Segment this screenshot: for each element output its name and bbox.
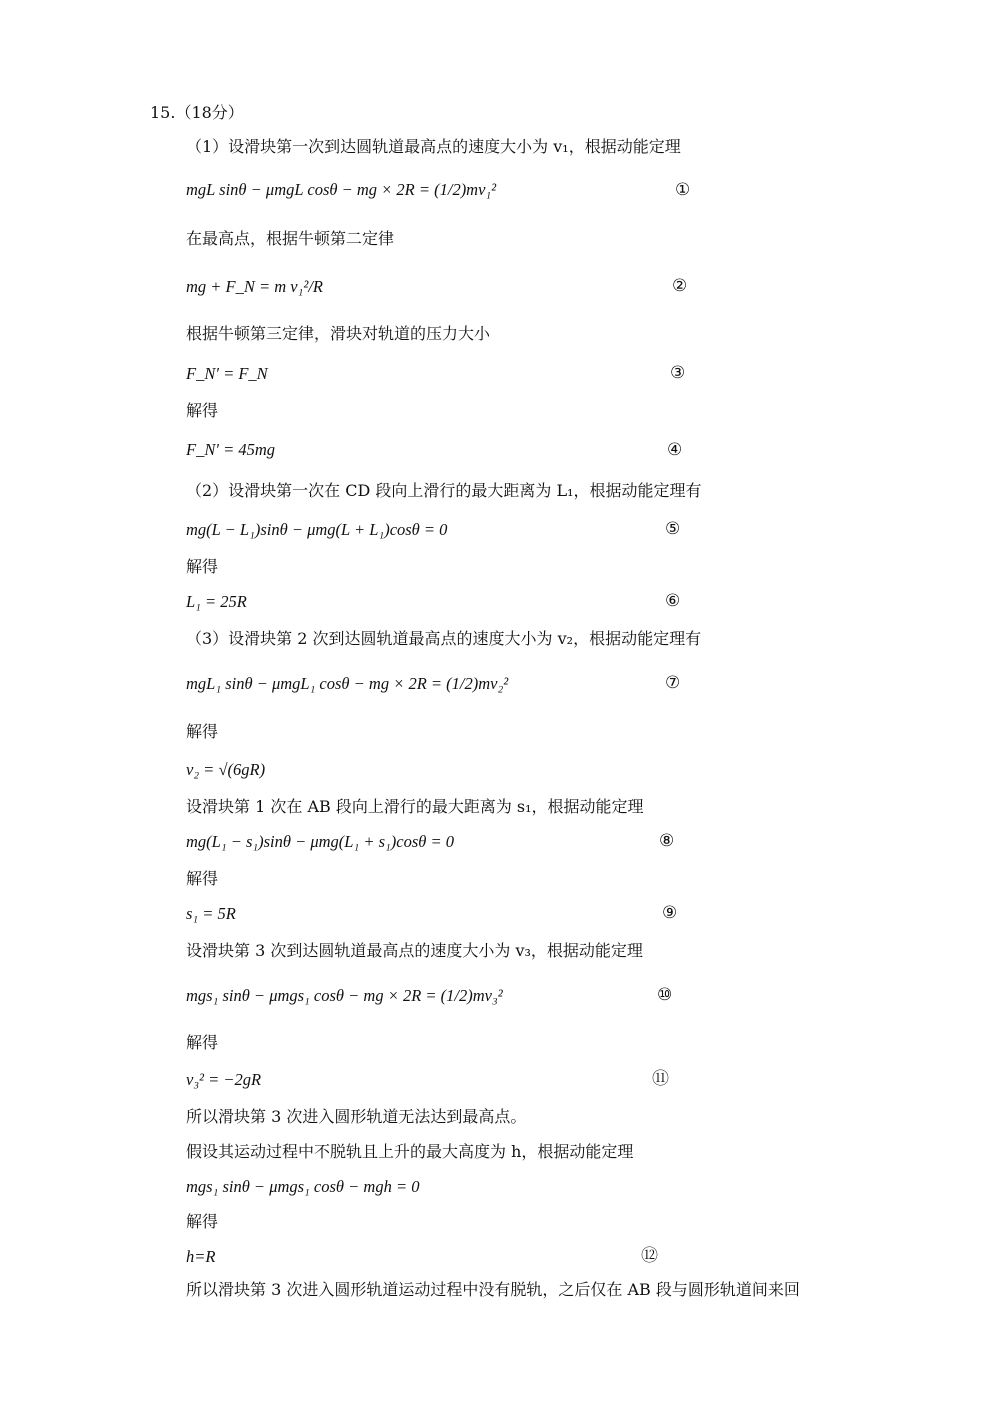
part2-intro: （2）设滑块第一次在 CD 段向上滑行的最大距离为 L₁，根据动能定理有 xyxy=(186,481,702,500)
equation-12: h=R xyxy=(186,1247,216,1266)
solve-label-1: 解得 xyxy=(186,401,219,420)
equation-number-2: ② xyxy=(672,276,688,296)
equation-number-12: ⑫ xyxy=(641,1246,658,1266)
text-final-line: 所以滑块第 3 次进入圆形轨道运动过程中没有脱轨，之后仅在 AB 段与圆形轨道间来回 xyxy=(186,1280,800,1299)
equation-7: mgL₁ sinθ − μmgL₁ cosθ − mg × 2R = (1/2)mv₂² xyxy=(186,674,509,693)
equation-number-8: ⑧ xyxy=(659,831,675,851)
equation-number-5: ⑤ xyxy=(665,519,681,539)
part3-intro: （3）设滑块第 2 次到达圆轨道最高点的速度大小为 v₂，根据动能定理有 xyxy=(186,629,702,648)
equation-9: s₁ = 5R xyxy=(186,904,236,923)
equation-number-7: ⑦ xyxy=(665,673,681,693)
equation-number-6: ⑥ xyxy=(665,591,681,611)
text-third-law: 根据牛顿第三定律，滑块对轨道的压力大小 xyxy=(186,324,491,343)
equation-number-11: ⑪ xyxy=(652,1069,669,1089)
equation-2: mg + F_N = m v₁²/R xyxy=(186,277,323,296)
solve-label-4: 解得 xyxy=(186,869,219,888)
solve-label-5: 解得 xyxy=(186,1033,219,1052)
solve-label-2: 解得 xyxy=(186,557,219,576)
equation-11: v₃² = −2gR xyxy=(186,1070,262,1089)
equation-v2: v₂ = √(6gR) xyxy=(186,760,266,779)
text-s1-intro: 设滑块第 1 次在 AB 段向上滑行的最大距离为 s₁，根据动能定理 xyxy=(186,797,644,816)
solve-label-6: 解得 xyxy=(186,1212,219,1231)
equation-number-3: ③ xyxy=(670,363,686,383)
text-highest-point: 在最高点，根据牛顿第二定律 xyxy=(186,229,395,248)
text-assume-h: 假设其运动过程中不脱轨且上升的最大高度为 h，根据动能定理 xyxy=(186,1142,634,1161)
equation-number-1: ① xyxy=(675,180,691,200)
equation-3: F_N′ = F_N xyxy=(186,364,268,383)
text-cannot-reach: 所以滑块第 3 次进入圆形轨道无法达到最高点。 xyxy=(186,1107,527,1126)
equation-6: L₁ = 25R xyxy=(186,592,247,611)
equation-number-10: ⑩ xyxy=(657,985,673,1005)
equation-h: mgs₁ sinθ − μmgs₁ cosθ − mgh = 0 xyxy=(186,1177,420,1196)
solve-label-3: 解得 xyxy=(186,722,219,741)
equation-10: mgs₁ sinθ − μmgs₁ cosθ − mg × 2R = (1/2)mv₃² xyxy=(186,986,503,1005)
equation-number-9: ⑨ xyxy=(662,903,678,923)
part1-intro: （1）设滑块第一次到达圆轨道最高点的速度大小为 v₁，根据动能定理 xyxy=(186,137,681,156)
question-header: 15.（18分） xyxy=(150,103,244,122)
equation-8: mg(L₁ − s₁)sinθ − μmg(L₁ + s₁)cosθ = 0 xyxy=(186,832,454,851)
equation-1: mgL sinθ − μmgL cosθ − mg × 2R = (1/2)mv₁² xyxy=(186,180,497,199)
equation-number-4: ④ xyxy=(667,440,683,460)
equation-4: F_N′ = 45mg xyxy=(186,440,275,459)
equation-5: mg(L − L₁)sinθ − μmg(L + L₁)cosθ = 0 xyxy=(186,520,448,539)
text-v3-intro: 设滑块第 3 次到达圆轨道最高点的速度大小为 v₃，根据动能定理 xyxy=(186,941,643,960)
